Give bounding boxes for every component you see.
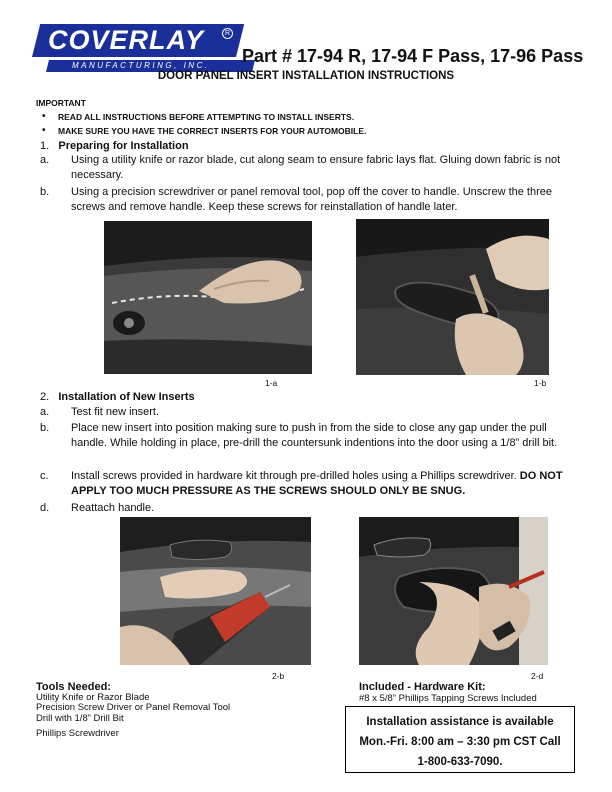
tool-item: Phillips Screwdriver [36,728,119,739]
assistance-line: Installation assistance is available [366,716,554,728]
section-title: Installation of New Inserts [58,391,195,403]
registered-mark-icon: R [222,28,233,39]
tool-item: Drill with 1/8” Drill Bit [36,713,124,724]
step-text: Using a precision screwdriver or panel removal tool, pop off the cover to handle. Unscrew the three screws and remove handle. Keep these screws for reinstallation of handle later. [71,186,552,213]
pressure-warning-end: . [462,485,466,497]
coverlay-logo [32,24,236,70]
photo-2d-screwing [359,517,548,665]
tool-item: Precision Screw Driver or Panel Removal Tool [36,702,231,713]
step-label: a. [40,406,50,418]
step-1b [40,185,570,215]
logo-name: COVERLAY [48,25,205,55]
photo-1b-handle-removal [356,219,549,375]
logo-subtitle: MANUFACTURING, INC. [72,61,210,70]
step-2c [40,469,570,499]
section-1-heading [40,140,189,152]
step-2b [40,421,570,451]
step-text: Reattach handle. [71,502,155,514]
hardware-kit-heading: Included - Hardware Kit: [359,681,486,693]
section-number: 2. [40,391,50,403]
important-label: IMPORTANT [36,98,86,108]
photo-caption-2d: 2-d [531,671,544,681]
photo-2b-drilling [120,517,311,665]
step-text: Install screws provided in hardware kit through pre-drilled holes using a Phillips screwdriver. [71,470,517,482]
photo-1a-door-panel-cut [104,221,312,374]
step-text: Test fit new insert. [71,406,160,418]
document-title: DOOR PANEL INSERT INSTALLATION INSTRUCTIONS [157,70,455,82]
step-label: b. [40,186,50,198]
important-bullet: • READ ALL INSTRUCTIONS BEFORE ATTEMPTING TO INSTALL INSERTS. [58,112,354,122]
pressure-warning: DO NOT APPLY TOO MUCH PRESSURE AS THE SCREWS SHOULD ONLY BE SNUG [71,470,563,497]
photo-caption-1a: 1-a [265,378,278,388]
step-label: b. [40,422,50,434]
step-2d [40,501,570,516]
section-number: 1. [40,140,50,152]
hardware-kit-item: #8 x 5/8” Phillips Tapping Screws Included [359,693,537,704]
assistance-box [345,706,575,773]
photo-caption-1b: 1-b [534,378,547,388]
section-2-heading [40,391,195,403]
tool-item: Utility Knife or Razor Blade [36,692,150,703]
tools-heading: Tools Needed: [36,681,111,693]
step-text: Place new insert into position making sure to push in from the side to close any gap under the pull handle. While holding in place, pre-drill the countersunk indentions into the door using a 1/8” drill bit. [71,422,558,449]
important-bullet: • MAKE SURE YOU HAVE THE CORRECT INSERTS FOR YOUR AUTOMOBILE. [58,126,366,136]
step-label: c. [40,470,49,482]
step-2a [40,405,570,420]
step-1a [40,153,570,183]
step-text: Using a utility knife or razor blade, cut along seam to ensure fabric lays flat. Gluing down fabric is not necessary. [71,154,561,181]
step-label: a. [40,154,50,166]
assistance-hours: Mon.-Fri. 8:00 am – 3:30 pm CST Call [359,736,561,748]
step-label: d. [40,502,50,514]
assistance-phone: 1-800-633-7090. [417,756,503,768]
photo-caption-2b: 2-b [272,671,285,681]
part-number-heading: Part # 17-94 R, 17-94 F Pass, 17-96 Pass [242,46,584,66]
section-title: Preparing for Installation [58,140,189,152]
